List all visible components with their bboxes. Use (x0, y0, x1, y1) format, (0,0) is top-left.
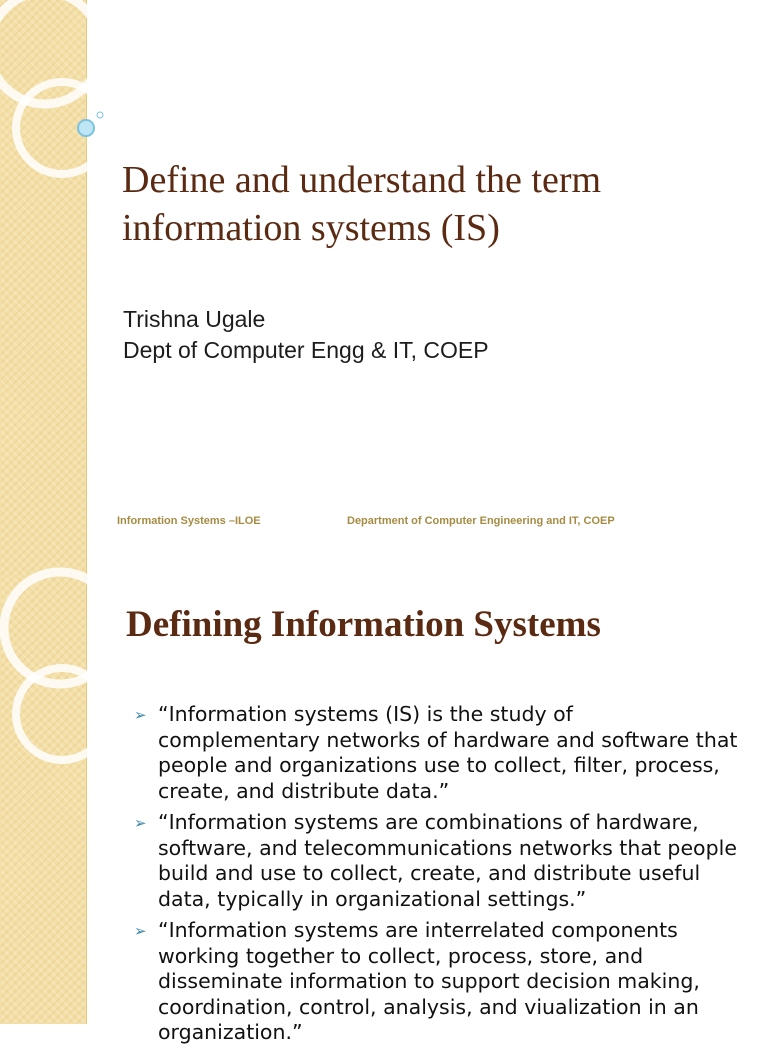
slide-title: Defining Information Systems (126, 604, 601, 645)
arrowhead-bullet-icon: ➢ (134, 922, 147, 940)
arrowhead-bullet-icon: ➢ (134, 814, 147, 832)
slide-2 (0, 576, 768, 1044)
list-item (130, 702, 740, 804)
footer-course: Information Systems –ILOE (117, 515, 261, 527)
slide-title: Define and understand the term information systems (IS) (122, 159, 602, 249)
author-name: Trishna Ugale (123, 306, 266, 332)
decorative-side-band (0, 0, 87, 576)
bullet-list (130, 702, 740, 1052)
decorative-circles-icon (0, 576, 86, 1024)
author-department: Dept of Computer Engg & IT, COEP (123, 337, 489, 363)
bullet-text: “Information systems are interrelated components working together to collect, process, store, and disseminate information to support decision making, coordination, control, analysis, and viualization in an organization.” (158, 918, 700, 1044)
bullet-text: “Information systems (IS) is the study of complementary networks of hardware and software that people and organizations use to collect, filter, process, create, and distribute data.” (158, 702, 738, 803)
decorative-side-band (0, 576, 87, 1024)
decorative-circles-icon (0, 0, 86, 576)
list-item (130, 918, 740, 1046)
footer-department: Department of Computer Engineering and IT, COEP (347, 515, 615, 527)
arrowhead-bullet-icon: ➢ (134, 706, 147, 724)
bullet-text: “Information systems are combinations of hardware, software, and telecommunications networks that people build and use to collect, create, and distribute useful data, typically in organizational settings.” (158, 810, 737, 911)
list-item (130, 810, 740, 912)
